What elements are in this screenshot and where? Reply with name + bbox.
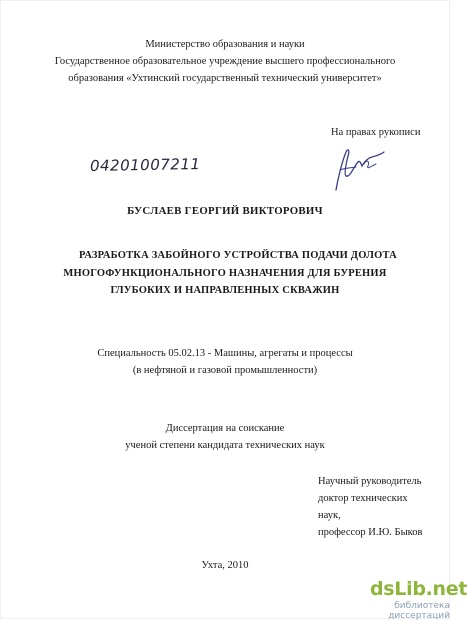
dslib-watermark — [346, 574, 467, 621]
speciality-line: Специальность 05.02.13 - Машины, агрегаты и процессы — [97, 348, 353, 359]
degree-block — [0, 420, 450, 454]
watermark-subtitle: библиотека диссертаций — [388, 601, 450, 621]
advisor-role: Научный руководитель — [318, 476, 422, 487]
watermark-logo: dsLib.net — [370, 578, 467, 600]
title-line: ГЛУБОКИХ И НАПРАВЛЕННЫХ СКВАЖИН — [110, 285, 340, 296]
city-year: Ухта, 2010 — [201, 560, 249, 571]
handwritten-registration-number: 04201007211 — [89, 155, 201, 175]
advisor-block — [318, 473, 430, 541]
rights-note: На правах рукописи — [331, 127, 421, 138]
degree-subline: ученой степени кандидата технических наук — [125, 440, 325, 451]
title-line: МНОГОФУНКЦИОНАЛЬНОГО НАЗНАЧЕНИЯ ДЛЯ БУРЕНИЯ — [63, 267, 387, 279]
institution-header — [0, 36, 450, 87]
university-line: образования «Ухтинский государственный технический университет» — [68, 73, 382, 84]
ministry-line: Министерство образования и науки — [145, 39, 305, 50]
author-name: БУСЛАЕВ ГЕОРГИЙ ВИКТОРОВИЧ — [127, 205, 323, 217]
institution-line: Государственное образовательное учреждение высшего профессионального — [54, 56, 396, 67]
signature-icon — [328, 140, 386, 196]
advisor-name: профессор И.Ю. Быков — [318, 527, 423, 538]
dissertation-title — [0, 247, 450, 300]
speciality-subline: (в нефтяной и газовой промышленности) — [132, 365, 318, 376]
degree-line: Диссертация на соискание — [165, 423, 285, 434]
speciality-block — [0, 345, 450, 379]
title-line: РАЗРАБОТКА ЗАБОЙНОГО УСТРОЙСТВА ПОДАЧИ ДОЛОТА — [79, 250, 397, 261]
advisor-degree: доктор технических наук, — [318, 493, 408, 521]
